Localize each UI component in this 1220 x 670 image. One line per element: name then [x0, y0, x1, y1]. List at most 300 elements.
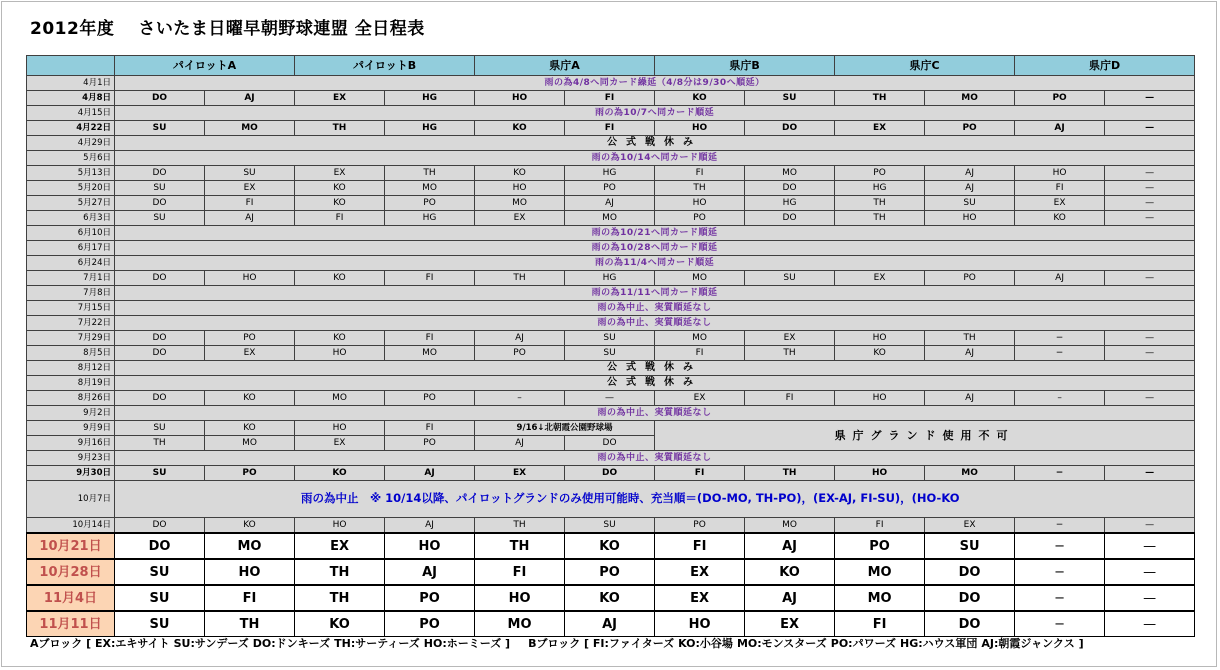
match-cell: — — [1105, 466, 1195, 481]
match-cell: EX — [655, 391, 745, 406]
corner-cell — [27, 56, 115, 76]
notice-cell: 雨の為11/11へ同カード順延 — [115, 286, 1195, 301]
match-cell: HG — [385, 91, 475, 106]
table-row — [27, 76, 1195, 91]
match-cell: TH — [835, 196, 925, 211]
notice-cell: 雨の為11/4へ同カード順延 — [115, 256, 1195, 271]
match-cell: AJ — [745, 533, 835, 559]
table-row — [27, 361, 1195, 376]
match-cell: TH — [475, 518, 565, 534]
match-cell: PO — [385, 611, 475, 637]
table-row — [27, 451, 1195, 466]
match-cell: AJ — [475, 436, 565, 451]
final-round-row — [27, 559, 1195, 585]
match-cell: — — [1105, 585, 1195, 611]
table-row — [27, 151, 1195, 166]
match-cell: — — [1105, 211, 1195, 226]
match-cell: DO — [565, 436, 655, 451]
match-cell: TH — [835, 91, 925, 106]
header-row — [27, 56, 1195, 76]
match-cell: EX — [835, 271, 925, 286]
match-cell: MO — [835, 585, 925, 611]
match-cell: — — [565, 391, 655, 406]
match-cell: MO — [565, 211, 655, 226]
match-cell: KO — [295, 271, 385, 286]
match-cell: HO — [205, 559, 295, 585]
date-cell: 4月29日 — [27, 136, 115, 151]
match-cell: SU — [925, 533, 1015, 559]
table-row — [27, 106, 1195, 121]
date-cell: 4月8日 — [27, 91, 115, 106]
match-cell: — — [1105, 181, 1195, 196]
match-cell: KO — [475, 121, 565, 136]
date-cell: 10月21日 — [27, 533, 115, 559]
match-cell: SU — [745, 271, 835, 286]
date-cell: 5月6日 — [27, 151, 115, 166]
table-row — [27, 196, 1195, 211]
table-row — [27, 331, 1195, 346]
match-cell: − — [1015, 559, 1105, 585]
priority-notice-cell: 雨の為中止 ※ 10/14以降、パイロットグランドのみ使用可能時、充当順＝(DO-MO, TH-PO)，(EX-AJ, FI-SU)，(HO-KO — [115, 481, 1195, 518]
match-cell: PO — [385, 585, 475, 611]
notice-cell: 雨の為10/21へ同カード順延 — [115, 226, 1195, 241]
date-cell: 6月3日 — [27, 211, 115, 226]
match-cell: — — [1105, 518, 1195, 534]
match-cell: SU — [925, 196, 1015, 211]
match-cell: SU — [115, 421, 205, 436]
match-cell: FI — [835, 611, 925, 637]
date-cell: 6月17日 — [27, 241, 115, 256]
table-row — [27, 226, 1195, 241]
match-cell: KO — [745, 559, 835, 585]
match-cell: KO — [205, 391, 295, 406]
final-round-row — [27, 585, 1195, 611]
match-cell: AJ — [385, 466, 475, 481]
venue-note-cell: 9/16↓北朝霞公園野球場 — [475, 421, 655, 436]
date-cell: 10月7日 — [27, 481, 115, 518]
match-cell: AJ — [925, 391, 1015, 406]
match-cell: PO — [475, 346, 565, 361]
match-cell: FI — [655, 346, 745, 361]
column-header: 県庁A — [475, 56, 655, 76]
match-cell: DO — [115, 271, 205, 286]
match-cell: − — [1015, 518, 1105, 534]
match-cell: PO — [385, 391, 475, 406]
match-cell: TH — [295, 585, 385, 611]
match-cell: AJ — [385, 518, 475, 534]
match-cell: HG — [565, 271, 655, 286]
match-cell: PO — [385, 436, 475, 451]
match-cell: HO — [835, 391, 925, 406]
match-cell: HO — [655, 121, 745, 136]
match-cell: HO — [295, 518, 385, 534]
match-cell: FI — [655, 466, 745, 481]
match-cell: EX — [655, 559, 745, 585]
match-cell: HG — [385, 121, 475, 136]
match-cell: AJ — [565, 196, 655, 211]
match-cell: MO — [925, 91, 1015, 106]
match-cell: DO — [745, 121, 835, 136]
match-cell: PO — [655, 211, 745, 226]
match-cell: — — [1105, 331, 1195, 346]
table-row — [27, 166, 1195, 181]
match-cell: AJ — [925, 166, 1015, 181]
notice-cell: 雨の為中止、実質順延なし — [115, 301, 1195, 316]
table-row — [27, 316, 1195, 331]
notice-cell: 雨の為10/7へ同カード順延 — [115, 106, 1195, 121]
match-cell: MO — [295, 391, 385, 406]
match-cell: KO — [295, 196, 385, 211]
date-cell: 4月1日 — [27, 76, 115, 91]
match-cell: FI — [655, 166, 745, 181]
table-row — [27, 271, 1195, 286]
table-row — [27, 241, 1195, 256]
match-cell: TH — [115, 436, 205, 451]
match-cell: FI — [565, 121, 655, 136]
team-legend — [30, 635, 1088, 651]
rest-cell: 公式戦休み — [115, 376, 1195, 391]
match-cell: MO — [205, 121, 295, 136]
match-cell: KO — [565, 585, 655, 611]
match-cell: MO — [205, 533, 295, 559]
match-cell: − — [1015, 585, 1105, 611]
notice-cell: 雨の為10/28へ同カード順延 — [115, 241, 1195, 256]
match-cell: MO — [475, 196, 565, 211]
match-cell: – — [1015, 391, 1105, 406]
match-cell: AJ — [205, 211, 295, 226]
date-cell: 8月26日 — [27, 391, 115, 406]
match-cell: EX — [655, 585, 745, 611]
match-cell: MO — [205, 436, 295, 451]
match-cell: − — [1015, 331, 1105, 346]
match-cell: DO — [115, 346, 205, 361]
match-cell: FI — [205, 585, 295, 611]
match-cell: DO — [925, 585, 1015, 611]
match-cell: EX — [745, 611, 835, 637]
table-row — [27, 121, 1195, 136]
match-cell: PO — [205, 466, 295, 481]
date-cell: 5月20日 — [27, 181, 115, 196]
date-cell: 8月5日 — [27, 346, 115, 361]
table-row — [27, 406, 1195, 421]
match-cell: DO — [115, 533, 205, 559]
final-round-row — [27, 611, 1195, 637]
match-cell: SU — [115, 611, 205, 637]
match-cell: PO — [565, 559, 655, 585]
match-cell: FI — [385, 331, 475, 346]
table-row — [27, 421, 1195, 436]
match-cell: EX — [925, 518, 1015, 534]
match-cell: SU — [115, 466, 205, 481]
match-cell: PO — [565, 181, 655, 196]
match-cell: — — [1105, 271, 1195, 286]
match-cell: — — [1105, 611, 1195, 637]
match-cell: — — [1105, 91, 1195, 106]
page-title — [30, 14, 425, 39]
match-cell: AJ — [1015, 271, 1105, 286]
match-cell: − — [1015, 533, 1105, 559]
match-cell: EX — [475, 211, 565, 226]
legend-item: HO:ホーミーズ ] — [423, 637, 511, 650]
match-cell: MO — [385, 181, 475, 196]
match-cell: HO — [205, 271, 295, 286]
match-cell: DO — [925, 611, 1015, 637]
date-cell: 10月28日 — [27, 559, 115, 585]
match-cell: DO — [745, 211, 835, 226]
match-cell: — — [1105, 346, 1195, 361]
match-cell: SU — [745, 91, 835, 106]
match-cell: EX — [745, 331, 835, 346]
legend-item: Bブロック [ FI:ファイターズ — [528, 637, 675, 650]
column-header: 県庁C — [835, 56, 1015, 76]
match-cell: PO — [1015, 91, 1105, 106]
match-cell: DO — [115, 331, 205, 346]
match-cell: AJ — [205, 91, 295, 106]
match-cell: FI — [565, 91, 655, 106]
match-cell: FI — [385, 421, 475, 436]
match-cell: EX — [295, 436, 385, 451]
match-cell: AJ — [925, 181, 1015, 196]
table-row — [27, 136, 1195, 151]
match-cell: − — [1015, 611, 1105, 637]
match-cell: SU — [115, 211, 205, 226]
match-cell: TH — [295, 121, 385, 136]
match-cell: FI — [205, 196, 295, 211]
match-cell: EX — [295, 166, 385, 181]
match-cell: DO — [115, 518, 205, 534]
notice-cell: 雨の為中止、実質順延なし — [115, 451, 1195, 466]
date-cell: 9月30日 — [27, 466, 115, 481]
match-cell: HO — [1015, 166, 1105, 181]
match-cell: KO — [1015, 211, 1105, 226]
notice-cell: 雨の為中止、実質順延なし — [115, 316, 1195, 331]
legend-item: MO:モンスターズ — [736, 637, 827, 650]
match-cell: SU — [565, 518, 655, 534]
match-cell: SU — [565, 346, 655, 361]
match-cell: EX — [205, 181, 295, 196]
match-cell: SU — [115, 585, 205, 611]
legend-item: HG:ハウス軍団 — [900, 637, 978, 650]
table-row — [27, 466, 1195, 481]
match-cell: KO — [295, 331, 385, 346]
table-row — [27, 346, 1195, 361]
match-cell: TH — [745, 346, 835, 361]
match-cell: AJ — [925, 346, 1015, 361]
match-cell: KO — [295, 181, 385, 196]
match-cell: TH — [475, 271, 565, 286]
match-cell: FI — [295, 211, 385, 226]
date-cell: 9月2日 — [27, 406, 115, 421]
title-name: さいたま日曜早朝野球連盟 全日程表 — [138, 19, 425, 39]
rest-cell: 公式戦休み — [115, 136, 1195, 151]
table-row — [27, 91, 1195, 106]
match-cell: SU — [565, 331, 655, 346]
column-header: パイロットB — [295, 56, 475, 76]
match-cell: HO — [475, 181, 565, 196]
date-cell: 7月1日 — [27, 271, 115, 286]
match-cell: HO — [385, 533, 475, 559]
match-cell: PO — [835, 166, 925, 181]
match-cell: TH — [745, 466, 835, 481]
match-cell: DO — [115, 91, 205, 106]
match-cell: MO — [925, 466, 1015, 481]
match-cell: AJ — [475, 331, 565, 346]
match-cell: KO — [835, 346, 925, 361]
table-row — [27, 376, 1195, 391]
match-cell: HG — [745, 196, 835, 211]
match-cell: PO — [655, 518, 745, 534]
match-cell: KO — [565, 533, 655, 559]
notice-cell: 雨の為10/14へ同カード順延 — [115, 151, 1195, 166]
match-cell: FI — [655, 533, 745, 559]
match-cell: SU — [205, 166, 295, 181]
table-row — [27, 211, 1195, 226]
date-cell: 9月16日 — [27, 436, 115, 451]
date-cell: 7月22日 — [27, 316, 115, 331]
date-cell: 4月15日 — [27, 106, 115, 121]
match-cell: KO — [655, 91, 745, 106]
column-header: 県庁B — [655, 56, 835, 76]
match-cell: MO — [385, 346, 475, 361]
match-cell: FI — [475, 559, 565, 585]
table-row — [27, 256, 1195, 271]
date-cell: 5月27日 — [27, 196, 115, 211]
date-cell: 4月22日 — [27, 121, 115, 136]
match-cell: TH — [295, 559, 385, 585]
match-cell: TH — [925, 331, 1015, 346]
date-cell: 9月23日 — [27, 451, 115, 466]
date-cell: 6月24日 — [27, 256, 115, 271]
legend-item: Aブロック [ EX:エキサイト — [30, 637, 170, 650]
match-cell: AJ — [1015, 121, 1105, 136]
match-cell: SU — [115, 559, 205, 585]
date-cell: 7月15日 — [27, 301, 115, 316]
match-cell: HO — [925, 211, 1015, 226]
date-cell: 11月4日 — [27, 585, 115, 611]
match-cell: KO — [205, 421, 295, 436]
legend-item: PO:パワーズ — [830, 637, 897, 650]
match-cell: MO — [745, 166, 835, 181]
rest-cell: 公式戦休み — [115, 361, 1195, 376]
match-cell: EX — [295, 533, 385, 559]
match-cell: DO — [565, 466, 655, 481]
ground-unavailable-cell: 県庁グランド使用不可 — [655, 421, 1195, 451]
legend-item: SU:サンデーズ — [173, 637, 249, 650]
match-cell: HO — [295, 421, 385, 436]
match-cell: − — [1015, 466, 1105, 481]
match-cell: AJ — [385, 559, 475, 585]
match-cell: − — [1015, 346, 1105, 361]
match-cell: HO — [835, 331, 925, 346]
match-cell: TH — [475, 533, 565, 559]
match-cell: TH — [835, 211, 925, 226]
match-cell: EX — [205, 346, 295, 361]
table-row — [27, 391, 1195, 406]
match-cell: TH — [205, 611, 295, 637]
legend-item: AJ:朝霞ジャンクス ] — [981, 637, 1084, 650]
match-cell: FI — [1015, 181, 1105, 196]
date-cell: 7月8日 — [27, 286, 115, 301]
match-cell: HG — [565, 166, 655, 181]
date-cell: 7月29日 — [27, 331, 115, 346]
match-cell: HO — [655, 611, 745, 637]
match-cell: FI — [835, 518, 925, 534]
match-cell: — — [1105, 559, 1195, 585]
match-cell: PO — [925, 271, 1015, 286]
match-cell: HO — [835, 466, 925, 481]
date-cell: 9月9日 — [27, 421, 115, 436]
legend-item: TH:サーティーズ — [334, 637, 420, 650]
notice-cell: 雨の為4/8へ同カード繰延（4/8分は9/30へ順延） — [115, 76, 1195, 91]
match-cell: DO — [925, 559, 1015, 585]
match-cell: DO — [115, 166, 205, 181]
match-cell: EX — [1015, 196, 1105, 211]
match-cell: KO — [295, 466, 385, 481]
match-cell: EX — [475, 466, 565, 481]
match-cell: HO — [475, 585, 565, 611]
date-cell: 8月12日 — [27, 361, 115, 376]
match-cell: EX — [835, 121, 925, 136]
table-row — [27, 286, 1195, 301]
date-cell: 10月14日 — [27, 518, 115, 534]
match-cell: DO — [745, 181, 835, 196]
match-cell: MO — [835, 559, 925, 585]
match-cell: AJ — [745, 585, 835, 611]
match-cell: AJ — [565, 611, 655, 637]
column-header: パイロットA — [115, 56, 295, 76]
match-cell: HG — [835, 181, 925, 196]
match-cell: MO — [745, 518, 835, 534]
table-row — [27, 301, 1195, 316]
match-cell: MO — [655, 271, 745, 286]
match-cell: KO — [205, 518, 295, 534]
match-cell: MO — [655, 331, 745, 346]
match-cell: DO — [115, 196, 205, 211]
table-row — [27, 518, 1195, 534]
column-header: 県庁D — [1015, 56, 1195, 76]
match-cell: — — [1105, 533, 1195, 559]
match-cell: PO — [925, 121, 1015, 136]
match-cell: — — [1105, 391, 1195, 406]
match-cell: SU — [115, 121, 205, 136]
match-cell: — — [1105, 121, 1195, 136]
final-round-row — [27, 533, 1195, 559]
match-cell: MO — [475, 611, 565, 637]
table-row — [27, 481, 1195, 518]
legend-item: KO:小谷場 — [678, 637, 733, 650]
date-cell: 6月10日 — [27, 226, 115, 241]
match-cell: TH — [385, 166, 475, 181]
match-cell: — — [1105, 166, 1195, 181]
match-cell: PO — [205, 331, 295, 346]
match-cell: HG — [385, 211, 475, 226]
match-cell: PO — [835, 533, 925, 559]
table-row — [27, 181, 1195, 196]
match-cell: TH — [655, 181, 745, 196]
match-cell: — — [1105, 196, 1195, 211]
match-cell: EX — [295, 91, 385, 106]
date-cell: 11月11日 — [27, 611, 115, 637]
match-cell: FI — [745, 391, 835, 406]
legend-item: DO:ドンキーズ — [252, 637, 331, 650]
date-cell: 5月13日 — [27, 166, 115, 181]
match-cell: HO — [295, 346, 385, 361]
match-cell: FI — [385, 271, 475, 286]
match-cell: PO — [385, 196, 475, 211]
match-cell: SU — [115, 181, 205, 196]
match-cell: HO — [475, 91, 565, 106]
match-cell: HO — [655, 196, 745, 211]
